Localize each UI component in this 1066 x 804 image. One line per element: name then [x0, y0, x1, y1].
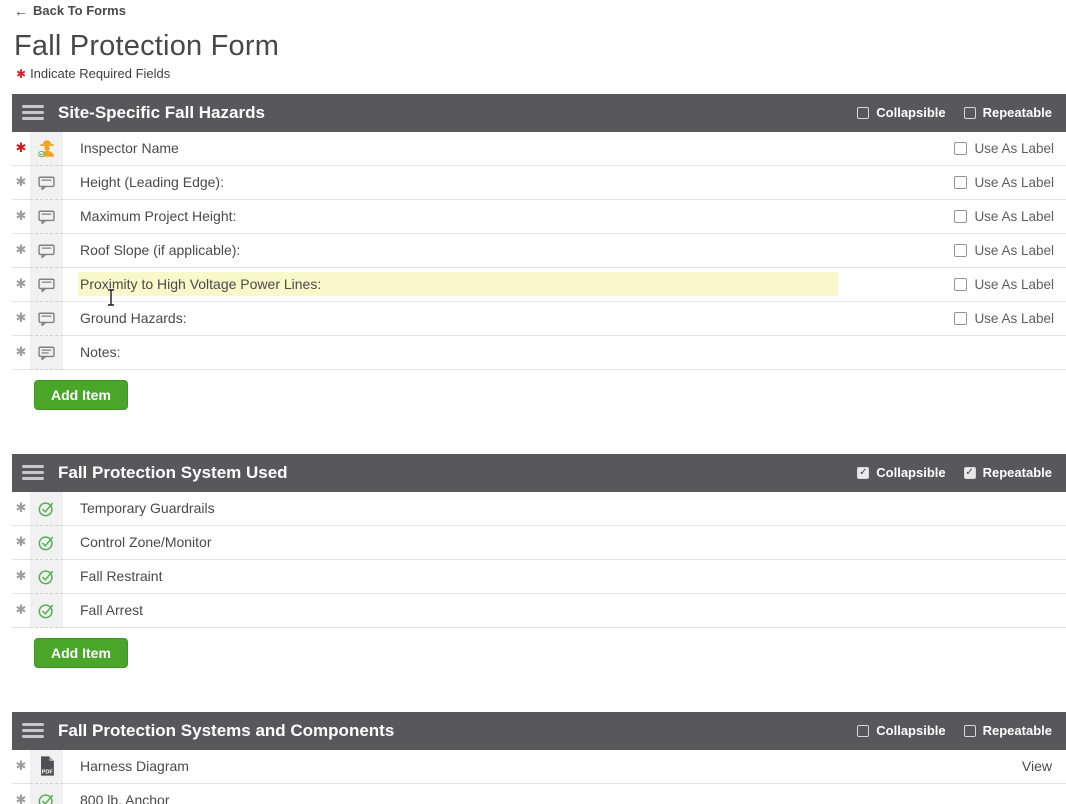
collapsible-control[interactable] [857, 465, 945, 480]
use-as-label-checkbox[interactable] [954, 312, 967, 325]
comment-icon [36, 172, 57, 193]
field-label[interactable]: 800 lb. Anchor [80, 792, 170, 804]
use-as-label-control[interactable] [954, 243, 1054, 258]
svg-text:PDF: PDF [41, 769, 53, 776]
back-link-text: Back To Forms [33, 3, 126, 18]
section-title: Fall Protection Systems and Components [58, 720, 395, 740]
form-field-row[interactable] [12, 750, 1066, 784]
section-header [12, 712, 1066, 750]
section-title: Fall Protection System Used [58, 462, 288, 482]
repeatable-checkbox[interactable] [964, 107, 976, 119]
required-marker[interactable]: ✱ [15, 276, 27, 291]
field-label[interactable]: Control Zone/Monitor [80, 534, 212, 550]
section-title: Site-Specific Fall Hazards [58, 102, 265, 122]
collapsible-checkbox[interactable] [857, 725, 869, 737]
page-header [0, 0, 1066, 81]
back-to-forms-link[interactable] [14, 3, 126, 18]
required-note-text: Indicate Required Fields [30, 65, 171, 81]
collapsible-label: Collapsible [876, 465, 946, 480]
field-type-icon-cell [30, 166, 63, 200]
use-as-label-checkbox[interactable] [954, 210, 967, 223]
repeatable-control[interactable] [964, 723, 1052, 738]
use-as-label-control[interactable] [954, 175, 1054, 190]
comment-icon [36, 206, 57, 227]
add-item-area [12, 370, 1066, 424]
field-label[interactable]: Proximity to High Voltage Power Lines: [78, 272, 838, 296]
form-field-row[interactable] [12, 234, 1066, 268]
section-header [12, 454, 1066, 492]
required-marker-cell [12, 132, 30, 165]
required-marker-cell [12, 560, 30, 593]
required-marker-cell [12, 492, 30, 525]
collapsible-control[interactable] [857, 723, 945, 738]
repeatable-control[interactable] [964, 105, 1052, 120]
section-rows [12, 492, 1066, 628]
form-section [12, 712, 1066, 804]
back-arrow-icon: ← [14, 2, 28, 19]
required-asterisk-icon: ✱ [16, 66, 27, 81]
required-marker[interactable]: ✱ [15, 208, 27, 223]
section-drag-handle-icon[interactable] [22, 105, 44, 120]
field-label[interactable]: Temporary Guardrails [80, 500, 215, 516]
row-right-controls [954, 277, 1066, 292]
use-as-label-text: Use As Label [974, 242, 1054, 258]
form-field-row[interactable] [12, 200, 1066, 234]
form-field-row[interactable] [12, 594, 1066, 628]
use-as-label-checkbox[interactable] [954, 278, 967, 291]
row-right-controls [954, 243, 1066, 258]
field-type-icon-cell [30, 784, 63, 804]
form-field-row[interactable] [12, 302, 1066, 336]
required-marker-cell [12, 784, 30, 804]
required-marker-cell [12, 200, 30, 233]
field-type-icon-cell [30, 492, 63, 526]
row-right-controls [954, 311, 1066, 326]
required-marker[interactable]: ✱ [15, 140, 27, 155]
use-as-label-text: Use As Label [974, 276, 1054, 292]
use-as-label-checkbox[interactable] [954, 142, 967, 155]
row-right-controls [954, 175, 1066, 190]
field-label[interactable]: Maximum Project Height: [80, 208, 237, 224]
field-type-icon-cell [30, 750, 63, 784]
use-as-label-checkbox[interactable] [954, 176, 967, 189]
view-link[interactable]: View [1021, 758, 1052, 774]
use-as-label-control[interactable] [954, 311, 1054, 326]
comment-icon [36, 308, 57, 329]
form-field-row[interactable] [12, 560, 1066, 594]
field-type-icon-cell [30, 268, 63, 302]
required-marker[interactable]: ✱ [15, 534, 27, 549]
form-field-row[interactable] [12, 492, 1066, 526]
use-as-label-control[interactable] [954, 141, 1054, 156]
section-drag-handle-icon[interactable] [22, 465, 44, 480]
collapsible-checkbox[interactable]: ✓ [859, 466, 868, 478]
field-type-icon-cell [30, 200, 63, 234]
repeatable-control[interactable] [964, 465, 1052, 480]
form-field-row[interactable] [12, 784, 1066, 804]
field-type-icon-cell [30, 302, 63, 336]
collapsible-checkbox[interactable] [857, 107, 869, 119]
required-fields-note [16, 66, 1066, 81]
use-as-label-text: Use As Label [974, 208, 1054, 224]
checkbox-field-icon [36, 532, 57, 553]
row-right-controls [1022, 758, 1066, 774]
add-item-area [12, 628, 1066, 682]
required-marker[interactable]: ✱ [15, 174, 27, 189]
section-header [12, 94, 1066, 132]
section-rows [12, 132, 1066, 370]
repeatable-label: Repeatable [982, 723, 1052, 738]
section-drag-handle-icon[interactable] [22, 723, 44, 738]
row-right-controls [954, 209, 1066, 224]
required-marker[interactable]: ✱ [15, 500, 27, 515]
field-label[interactable]: Ground Hazards: [80, 310, 187, 326]
field-type-icon-cell [30, 132, 63, 166]
required-marker[interactable]: ✱ [15, 792, 27, 804]
required-marker-cell [12, 526, 30, 559]
checkbox-field-icon [36, 790, 57, 804]
notes-icon [36, 342, 57, 363]
add-item-button[interactable]: Add Item [34, 380, 128, 410]
required-marker-cell [12, 336, 30, 369]
sections [12, 94, 1066, 804]
use-as-label-text: Use As Label [974, 310, 1054, 326]
form-field-row[interactable] [12, 526, 1066, 560]
field-type-icon-cell [30, 526, 63, 560]
field-label[interactable]: Inspector Name [80, 140, 179, 156]
checkbox-field-icon [36, 566, 57, 587]
required-marker[interactable]: ✱ [15, 758, 27, 773]
required-marker-cell [12, 302, 30, 335]
repeatable-label: Repeatable [982, 465, 1052, 480]
form-field-row[interactable] [12, 166, 1066, 200]
field-label[interactable]: Fall Restraint [80, 568, 163, 584]
section-options [857, 465, 1052, 480]
form-section [12, 94, 1066, 424]
worker-icon [36, 137, 58, 159]
field-type-icon-cell [30, 560, 63, 594]
page-title: Fall Protection Form [14, 29, 280, 62]
use-as-label-text: Use As Label [974, 140, 1054, 156]
form-field-row[interactable] [12, 132, 1066, 166]
use-as-label-text: Use As Label [974, 174, 1054, 190]
field-type-icon-cell [30, 234, 63, 268]
required-marker-cell [12, 750, 30, 783]
pdf-icon [37, 755, 57, 777]
section-options [857, 723, 1052, 738]
row-right-controls [954, 141, 1066, 156]
repeatable-checkbox[interactable] [964, 725, 976, 737]
required-marker-cell [12, 268, 30, 301]
collapsible-label: Collapsible [876, 105, 946, 120]
use-as-label-control[interactable] [954, 209, 1054, 224]
field-label[interactable]: Height (Leading Edge): [80, 174, 224, 190]
required-marker[interactable]: ✱ [15, 344, 27, 359]
comment-icon [36, 274, 57, 295]
field-label[interactable]: Fall Arrest [80, 602, 144, 618]
form-field-row[interactable] [12, 268, 1066, 302]
collapsible-label: Collapsible [876, 723, 946, 738]
required-marker-cell [12, 594, 30, 627]
form-field-row[interactable] [12, 336, 1066, 370]
required-marker-cell [12, 234, 30, 267]
repeatable-checkbox[interactable]: ✓ [965, 466, 974, 478]
field-label[interactable]: Roof Slope (if applicable): [80, 242, 241, 258]
comment-icon [36, 240, 57, 261]
field-label[interactable]: Notes: [80, 344, 121, 360]
form-section [12, 454, 1066, 682]
add-item-button[interactable]: Add Item [34, 638, 128, 668]
collapsible-control[interactable] [857, 105, 945, 120]
field-label[interactable]: Harness Diagram [80, 758, 189, 774]
required-marker[interactable]: ✱ [15, 310, 27, 325]
required-marker[interactable]: ✱ [15, 602, 27, 617]
field-type-icon-cell [30, 336, 63, 370]
section-rows [12, 750, 1066, 804]
field-type-icon-cell [30, 594, 63, 628]
use-as-label-checkbox[interactable] [954, 244, 967, 257]
required-marker[interactable]: ✱ [15, 242, 27, 257]
use-as-label-control[interactable] [954, 277, 1054, 292]
checkbox-field-icon [36, 600, 57, 621]
required-marker-cell [12, 166, 30, 199]
repeatable-label: Repeatable [982, 105, 1052, 120]
required-marker[interactable]: ✱ [15, 568, 27, 583]
checkbox-field-icon [36, 498, 57, 519]
section-options [857, 105, 1052, 120]
